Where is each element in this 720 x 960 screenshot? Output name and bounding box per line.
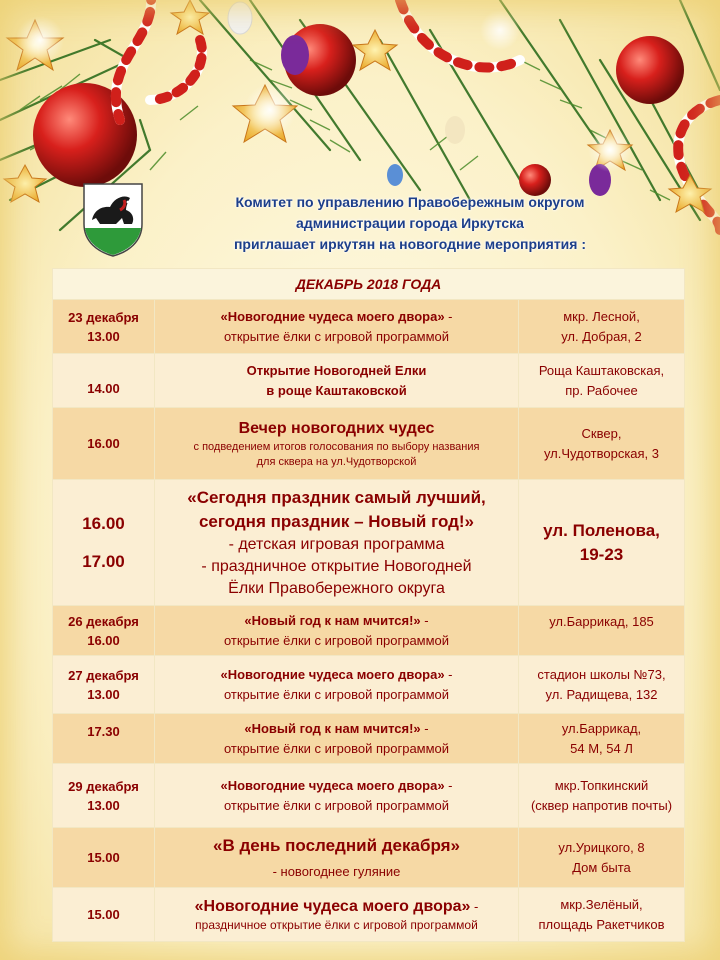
event-place-line2: ул.Чудотворская, 3	[543, 445, 660, 461]
event-desc-line1: - детская игровая программа	[228, 535, 445, 553]
event-row	[53, 714, 685, 764]
event-place-line2: 19-23	[579, 544, 624, 564]
event-datetime	[53, 354, 155, 408]
event-place-line1: стадион школы №73,	[537, 666, 666, 682]
event-title-suffix: -	[470, 899, 479, 914]
event-time-2: 17.00	[82, 551, 125, 571]
event-time: 15.00	[87, 850, 120, 865]
event-description	[155, 354, 519, 408]
event-datetime	[53, 888, 155, 942]
event-title: «Новогодние чудеса моего двора»	[220, 666, 445, 682]
event-time: 16.00	[87, 436, 120, 451]
event-place-line1: мкр.Топкинский	[554, 777, 649, 793]
event-title-line2: сегодня праздник – Новый год!»	[198, 511, 475, 531]
event-place	[519, 714, 685, 764]
event-title: «Новый год к нам мчится!»	[244, 720, 421, 736]
events-table	[52, 268, 685, 942]
event-description	[155, 656, 519, 714]
event-place	[519, 764, 685, 828]
header-line-3: приглашает иркутян на новогодние мероприятия :	[233, 236, 587, 252]
event-time: 14.00	[87, 381, 120, 396]
event-description	[155, 764, 519, 828]
event-desc: открытие ёлки с игровой программой	[223, 686, 450, 702]
event-place-line2: ул. Радищева, 132	[545, 686, 658, 702]
event-datetime	[53, 764, 155, 828]
event-datetime	[53, 606, 155, 656]
event-place-line2: 54 М, 54 Л	[570, 740, 633, 756]
event-place-line1: ул.Баррикад,	[561, 720, 642, 736]
event-datetime	[53, 480, 155, 606]
event-place-line2: ул. Добрая, 2	[561, 328, 642, 344]
event-desc: - новогоднее гуляние	[272, 863, 401, 879]
event-desc: открытие ёлки с игровой программой	[223, 328, 450, 344]
event-datetime	[53, 300, 155, 354]
event-title-suffix: -	[444, 777, 453, 793]
month-heading-row	[53, 269, 685, 300]
event-title-line1: Открытие Новогодней Елки	[246, 362, 427, 378]
event-place-line2: Дом быта	[572, 859, 631, 875]
event-title-line1: «Сегодня праздник самый лучший,	[187, 487, 486, 507]
event-place	[519, 656, 685, 714]
month-heading: ДЕКАБРЬ 2018 ГОДА	[53, 269, 685, 300]
event-title: «В день последний декабря»	[213, 835, 460, 855]
event-title-suffix: -	[444, 308, 453, 324]
event-desc-line1: с подведением итогов голосования по выбору названия	[193, 440, 480, 453]
document-header	[80, 180, 680, 260]
event-title-suffix: -	[444, 666, 453, 682]
event-datetime	[53, 656, 155, 714]
event-place	[519, 828, 685, 888]
event-description	[155, 480, 519, 606]
event-description	[155, 828, 519, 888]
event-date: 23 декабря	[68, 309, 139, 325]
event-place-line1: мкр. Лесной,	[563, 308, 640, 324]
event-row	[53, 828, 685, 888]
event-row	[53, 764, 685, 828]
event-datetime	[53, 408, 155, 480]
event-place	[519, 606, 685, 656]
event-place-line1: мкр.Зелёный,	[560, 896, 643, 912]
event-place	[519, 354, 685, 408]
event-desc: праздничное открытие ёлки с игровой программой	[195, 918, 478, 932]
event-place-line2: пр. Рабочее	[565, 382, 638, 398]
irkutsk-coat-of-arms-icon	[80, 180, 146, 258]
event-desc: открытие ёлки с игровой программой	[223, 740, 450, 756]
event-place-line2: (сквер напротив почты)	[530, 797, 673, 813]
event-title-line2: в роще Каштаковской	[266, 382, 407, 398]
event-row	[53, 656, 685, 714]
event-title-suffix: -	[420, 612, 429, 628]
event-row	[53, 354, 685, 408]
event-title: «Новогодние чудеса моего двора»	[220, 308, 445, 324]
event-desc: открытие ёлки с игровой программой	[223, 797, 450, 813]
event-place-line1: Роща Каштаковская,	[538, 362, 665, 378]
event-place-line1: Сквер,	[581, 425, 622, 441]
event-date: 26 декабря	[68, 613, 139, 629]
event-place-line1: ул.Урицкого, 8	[558, 839, 645, 855]
event-time: 13.00	[87, 686, 120, 702]
event-place-line1: ул. Поленова,	[543, 520, 660, 540]
event-description	[155, 714, 519, 764]
event-date: 27 декабря	[68, 667, 139, 683]
event-time: 13.00	[87, 797, 120, 813]
event-time-1: 16.00	[82, 513, 125, 533]
event-title: Вечер новогодних чудес	[238, 419, 435, 437]
event-datetime	[53, 828, 155, 888]
event-title-suffix: -	[420, 720, 429, 736]
event-row	[53, 480, 685, 606]
event-title: «Новогодние чудеса моего двора»	[194, 898, 471, 915]
event-place	[519, 888, 685, 942]
event-place-line2: площадь Ракетчиков	[538, 916, 665, 932]
event-place-line1: ул.Баррикад, 185	[549, 614, 654, 629]
event-place	[519, 480, 685, 606]
event-row	[53, 606, 685, 656]
event-title: «Новогодние чудеса моего двора»	[220, 777, 445, 793]
event-desc-line2: для сквера на ул.Чудотворской	[256, 455, 417, 468]
event-place	[519, 300, 685, 354]
event-description	[155, 300, 519, 354]
event-datetime	[53, 714, 155, 764]
event-time: 13.00	[87, 328, 120, 344]
event-description	[155, 408, 519, 480]
event-description	[155, 888, 519, 942]
event-desc-line2: - праздничное открытие Новогодней	[201, 557, 472, 575]
event-date: 29 декабря	[68, 778, 139, 794]
event-title: «Новый год к нам мчится!»	[244, 612, 421, 628]
event-row	[53, 300, 685, 354]
event-description	[155, 606, 519, 656]
event-row	[53, 408, 685, 480]
event-time: 15.00	[87, 907, 120, 922]
event-time: 17.30	[87, 724, 120, 739]
header-line-1: Комитет по управлению Правобережным округом	[235, 194, 585, 210]
header-line-2: администрации города Иркутска	[296, 215, 524, 231]
event-row	[53, 888, 685, 942]
event-place	[519, 408, 685, 480]
event-desc: открытие ёлки с игровой программой	[223, 632, 450, 648]
event-time: 16.00	[87, 632, 120, 648]
event-desc-line3: Ёлки Правобережного округа	[228, 579, 445, 597]
